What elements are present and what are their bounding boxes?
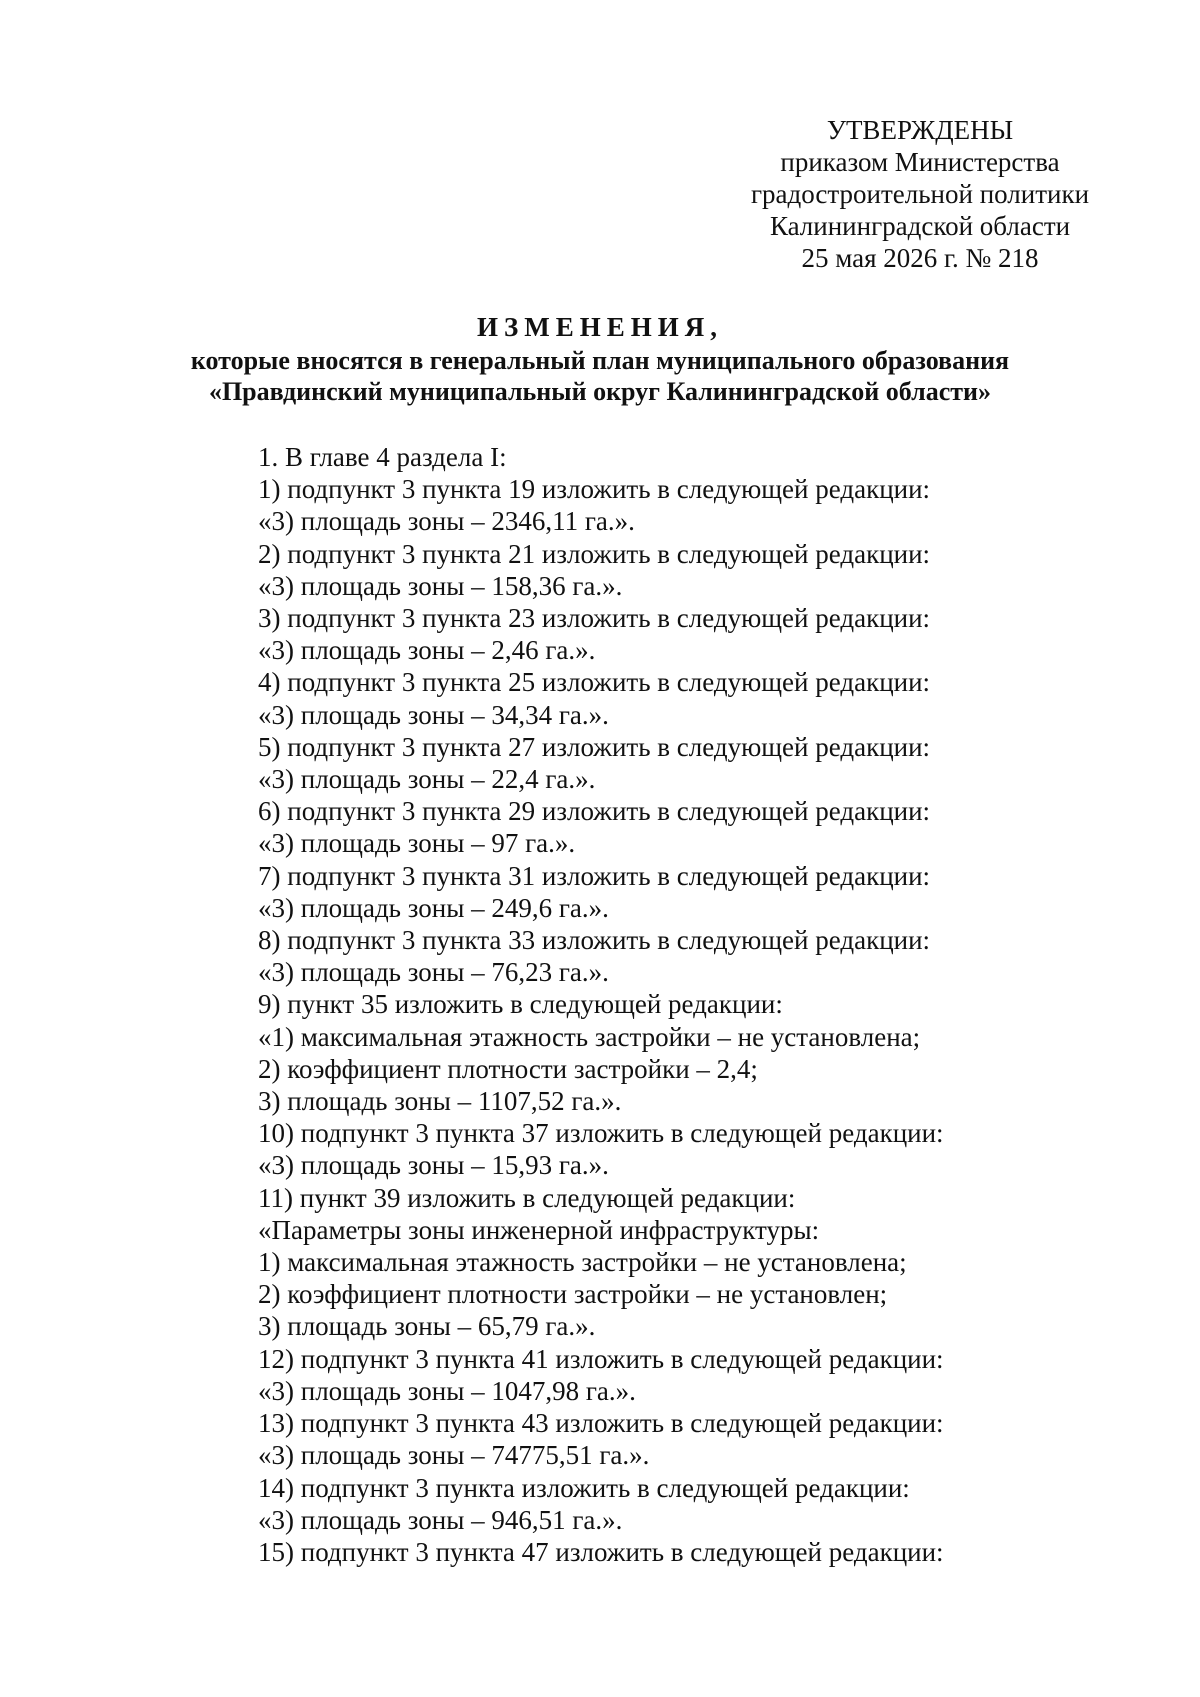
amendment-line: 12) подпункт 3 пункта 41 изложить в следующей редакции: <box>258 1343 944 1374</box>
amendment-line: «3) площадь зоны – 249,6 га.». <box>258 892 609 923</box>
document-heading <box>130 312 1070 407</box>
amendment-line: «3) площадь зоны – 15,93 га.». <box>258 1150 609 1181</box>
amendment-line: «Параметры зоны инженерной инфраструктуры: <box>258 1214 820 1245</box>
amendment-line: 2) подпункт 3 пункта 21 изложить в следующей редакции: <box>258 538 931 569</box>
amendment-line: 1) подпункт 3 пункта 19 изложить в следующей редакции: <box>258 474 931 505</box>
amendment-line: 2) коэффициент плотности застройки – 2,4; <box>258 1053 758 1084</box>
amendment-line: «3) площадь зоны – 158,36 га.». <box>258 570 623 601</box>
document-subtitle-line: которые вносятся в генеральный план муниципального образования <box>190 346 1010 375</box>
approval-block <box>700 114 1140 274</box>
amendment-line: 3) площадь зоны – 65,79 га.». <box>258 1311 596 1342</box>
approval-line: приказом Министерства <box>780 147 1060 177</box>
amendment-line: «3) площадь зоны – 22,4 га.». <box>258 764 596 795</box>
amendment-line: 5) подпункт 3 пункта 27 изложить в следующей редакции: <box>258 731 931 762</box>
amendment-line: «1) максимальная этажность застройки – не установлена; <box>258 1021 921 1052</box>
amendment-line: 4) подпункт 3 пункта 25 изложить в следующей редакции: <box>258 667 931 698</box>
approval-line: Калининградской области <box>769 211 1071 241</box>
amendment-line: «3) площадь зоны – 2346,11 га.». <box>258 506 635 537</box>
amendment-line: «3) площадь зоны – 74775,51 га.». <box>258 1440 650 1471</box>
document-subtitle-line: «Правдинский муниципальный округ Калининградской области» <box>208 377 992 406</box>
amendment-line: «3) площадь зоны – 34,34 га.». <box>258 699 609 730</box>
amendment-line: 8) подпункт 3 пункта 33 изложить в следующей редакции: <box>258 925 931 956</box>
amendment-line: 11) пункт 39 изложить в следующей редакции: <box>258 1182 796 1213</box>
amendment-line: 6) подпункт 3 пункта 29 изложить в следующей редакции: <box>258 796 931 827</box>
amendment-line: 9) пункт 35 изложить в следующей редакции: <box>258 989 783 1020</box>
amendment-line: 1) максимальная этажность застройки – не установлена; <box>258 1247 907 1278</box>
amendment-line: «3) площадь зоны – 2,46 га.». <box>258 635 596 666</box>
approval-date-line: 25 мая 2026 г. № 218 <box>801 243 1039 273</box>
amendment-line: 10) подпункт 3 пункта 37 изложить в следующей редакции: <box>258 1118 944 1149</box>
amendment-line: 7) подпункт 3 пункта 31 изложить в следующей редакции: <box>258 860 931 891</box>
amendment-line: 1. В главе 4 раздела I: <box>258 442 507 472</box>
amendments-list <box>258 441 1158 1568</box>
amendment-line: 13) подпункт 3 пункта 43 изложить в следующей редакции: <box>258 1408 944 1439</box>
amendment-line: «3) площадь зоны – 97 га.». <box>258 828 576 859</box>
amendment-line: 3) площадь зоны – 1107,52 га.». <box>258 1086 622 1117</box>
amendment-line: 2) коэффициент плотности застройки – не установлен; <box>258 1279 888 1310</box>
amendment-line: 3) подпункт 3 пункта 23 изложить в следующей редакции: <box>258 603 931 634</box>
amendment-line: «3) площадь зоны – 946,51 га.». <box>258 1504 623 1535</box>
approval-line: УТВЕРЖДЕНЫ <box>826 115 1014 145</box>
amendment-line: «3) площадь зоны – 76,23 га.». <box>258 957 609 988</box>
approval-line: градостроительной политики <box>750 179 1090 209</box>
amendment-line: «3) площадь зоны – 1047,98 га.». <box>258 1375 636 1406</box>
amendment-line: 14) подпункт 3 пункта изложить в следующей редакции: <box>258 1472 910 1503</box>
amendment-line: 15) подпункт 3 пункта 47 изложить в следующей редакции: <box>258 1536 944 1567</box>
document-title: ИЗМЕНЕНИЯ, <box>476 312 723 342</box>
